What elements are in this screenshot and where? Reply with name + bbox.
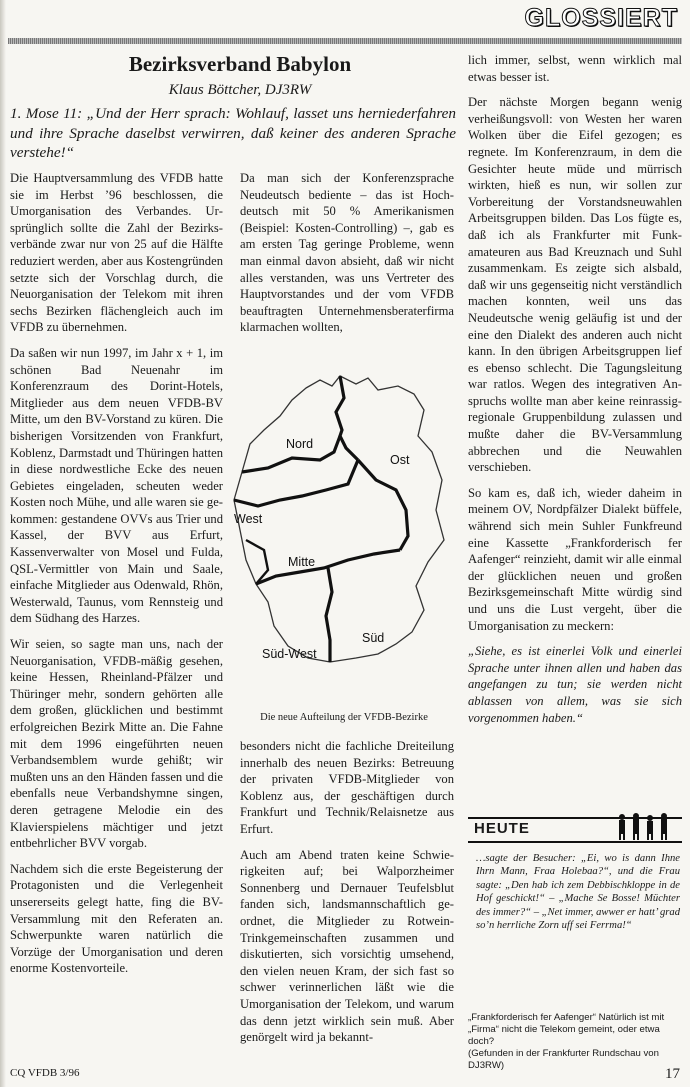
column-3: [468, 52, 682, 735]
paragraph: Der nächste Morgen begann wenig verheißungsvoll: von Westen her waren Wolken über die Eifel gezogen; es regnete. Im Konferenzraum, in dem die Gesichter heute müde und mürrisch wirkten, hieß es nun, wir sollen zur Vorbereitung der Vorstandsneuwahlen Arbeitsgruppen bilden. Das Los fügte es, daß ich als Frankfurter mit Funkamateuren aus Bad Kreuznach und Suhl zusammenkam. Es zeigte sich alsbald, daß wir uns gegenseitig nicht verständlich machen konnten, weil uns das Neudeutsche wenig geläufig ist und der eine den Dialekt des anderen auch nicht kann. In den übrigen Arbeitsgruppen lief es ebenso schlecht. Die Tagungsleitung war ratlos. Wegen des integrativen Anspruchs wollte man aber keine reinrassig-regionale Gruppenbildung zulassen und mußte daher die BV-Versammlung abbrechen und die Neuwahlen verschieben.: [468, 95, 682, 475]
district-map: [228, 340, 460, 725]
border-sud-sudwest: [326, 568, 332, 662]
region-label-west: West: [234, 512, 263, 526]
region-label-sud-west: Süd-West: [262, 647, 317, 661]
section-kicker: GLOSSIERT: [524, 4, 678, 32]
bleed-through-text: [255, 6, 520, 30]
header-rule: [8, 38, 682, 44]
paragraph: Da man sich der Konferenzsprache Neudeutsch bediente – das ist Hochdeutsch mit 50 % Amerikanismen (Beispiel: Kosten-Controlling) –, gab es am ersten Tag geringe Probleme, wenn man einmal davon absieht, daß wir nicht alles verstanden, was uns Vertreter des Hauptvorstandes und der vom VFDB beauftragten Unternehmensberaterfirma klarmachen wollten,: [240, 171, 454, 335]
page-number: 17: [665, 1066, 680, 1082]
paragraph: Da saßen wir nun 1997, im Jahr x + 1, im schönen Bad Neuenahr im Konferenzraum des Dorint-Hotels, Mitglieder aus dem neuen VFDB-BV Mitte, um den BV-Vorstand zu küren. Die bisherigen Vorsitzenden von Frankfurt, Koblenz, Darmstadt und Thüringen hatten in diese nordwestliche Ecke des neuen Gebietes eingeladen, scheuten weder Kosten noch Mühe, und alle waren sie gekommen: gestandene OVVs aus Trier und Kassel, der BVV aus Erfurt, Kassenverwalter von Mosel und Fulda, QSL-Vermittler von Main und Saale, einfache Mitglieder aus Odenwald, Rhön, Westerwald, Taunus, vom Rennsteig und dem Südhang des Harzes.: [10, 345, 223, 626]
region-label-ost: Ost: [390, 453, 410, 467]
paragraph: besonders nicht die fachliche Dreiteilung innerhalb des neuen Bezirks: Betreuung der privaten VFDB-Mitglieder von Koblenz aus, der geschäftigen durch Frankfurt und Technik/Relaisnetze aus Erfurt.: [240, 739, 454, 836]
publication-source: CQ VFDB 3/96: [10, 1067, 80, 1079]
paragraph: So kam es, daß ich, wieder daheim in meinem OV, Nordpfälzer Dialekt büffele, während sich mein Suhler Funkfreund eine Kassette „Frankforderisch fer Aafenger“ reinzieht, damit wir alle einmal der glücklichen neuen und großen Bezirksgemeinschaft Mitte würdig sind und uns die Lust vergeht, über die Umorganisation zu meckern:: [468, 485, 682, 633]
closing-quote: „Siehe, es ist einerlei Volk und einerlei Sprache unter ihnen allen und haben das angefangen zu tun; sie werden nicht ablassen von allem, was sie sich vorgenommen haben.“: [468, 644, 682, 725]
paragraph: Wir seien, so sagte man uns, nach der Neuorganisation, VFDB-mäßig gesehen, keine Hessen, Rheinland-Pfälzer und Thüringer mehr, sondern gehörten alle dem großen, glücklichen und bestimmt erfolgreichen Bezirk Mitte an. Die Fahne mit dem 1996 eingeführten neuen Verbandsemblem wurde gehißt; wir mußten uns an den Händen fassen und die ebenfalls neue Verbandshymne singen, deren getragene Melodie ein des Klavierspielens mächtiger und jetzt entbehrlicher BVV vorgab.: [10, 637, 223, 851]
heute-dialog: …sagte der Besucher: „Ei, wo is dann Ihne Ihrn Mann, Fraa Holebaa?“, und die Frau sagte: „Den hab ich zem Debbischkloppe in de Hof geschickt!“ – „Mache Se Bosse! Müchter des immer?“ – „Net immer, awwer er hatt’ grad so’n herrliche Zorn uff sei Ferrma!“: [476, 853, 680, 932]
border-west-mitte: [234, 460, 358, 506]
column-2-top: [240, 170, 454, 345]
article-byline: Klaus Böttcher, DJ3RW: [168, 82, 312, 98]
heute-footnote: [468, 1012, 682, 1072]
column-2-bottom: [240, 738, 454, 1055]
paragraph: Die Hauptversammlung des VFDB hatte sie im Herbst ’96 beschlossen, die Umorganisation des Verbandes. Ursprünglich sollte die Zahl der Bezirksverbände zwar nur von 25 auf die Hälfte reduziert werden, aber aus Kostengründen setzte sich der Vorschlag durch, die Neuorganisation der Telekom mit ihren sechs Bezirken flächengleich auch im VFDB zu übernehmen.: [10, 171, 223, 335]
column-1: [10, 170, 223, 986]
border-mitte-sud: [256, 550, 400, 584]
region-label-nord: Nord: [286, 437, 314, 451]
page-edge-shadow: [0, 0, 6, 1087]
heute-box: [468, 817, 682, 843]
heute-label: HEUTE: [474, 820, 530, 837]
border-west-sudwest: [246, 540, 268, 584]
border-mitte-ost: [358, 460, 408, 550]
article-lead-quote: 1. Mose 11: „Und der Herr sprach: Wohlauf, lasset uns herniederfahren und ihre Sprache daselbst verwirren, daß keiner des anderen Sprache verstehe!“: [10, 105, 456, 161]
footnote-line: (Gefunden in der Frankfurter Rundschau von DJ3RW): [468, 1048, 659, 1071]
region-label-sud: Süd: [362, 631, 385, 645]
paragraph: Nachdem sich die erste Begeisterung der Protagonisten und die Verlegenheit unsererseits gelegt hatte, fing die BV-Versammlung mit den Referaten an. Schwerpunkte waren natürlich die Vorzüge der Umorganisation und deren enorme Kostenvorteile.: [10, 861, 223, 976]
region-label-mitte: Mitte: [288, 555, 316, 569]
paragraph: lich immer, selbst, wenn wirklich mal etwas besser ist.: [468, 53, 682, 84]
article-headline: Bezirksverband Babylon: [128, 52, 352, 76]
people-silhouette-icon: [614, 811, 674, 841]
border-nord-ost: [336, 376, 358, 460]
map-caption: Die neue Aufteilung der VFDB-Bezirke: [260, 712, 428, 723]
footnote-line: „Frankforderisch fer Aafenger“ Natürlich ist mit „Firma“ nicht die Telekom gemeint, oder etwa doch?: [468, 1012, 665, 1047]
paragraph: Auch am Abend traten keine Schwierigkeiten auf; bei Walporzheimer Sonnenberg und Dernauer Teufelsblut fanden sich, landsmannschaftlich geordnet, die Mitglieder zu Rotwein-Trinkgemeinschaften zusammen und diskutierten, sich vorsichtig umsehend, den vielen neuen Kram, der sich fast so schwer verinnerlichen läßt wie die Umorganisation der Telekom, und warum das denn jetzt wirklich sein muß. Aber genörgelt wird ja bekannt-: [240, 847, 454, 1045]
